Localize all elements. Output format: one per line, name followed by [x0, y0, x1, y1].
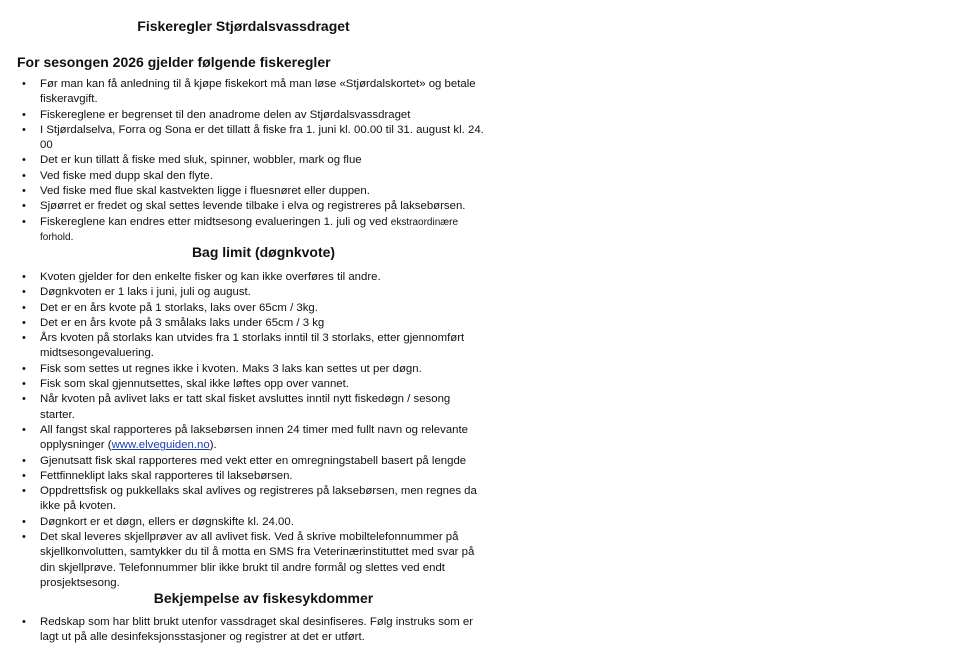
- bullet-icon: •: [22, 108, 26, 121]
- rule-text: Det er en års kvote på 1 storlaks, laks over 65cm / 3kg.: [40, 301, 318, 314]
- list-item: [0, 301, 487, 316]
- bullet-icon: •: [22, 169, 26, 182]
- rule-text: Døgnkvoten er 1 laks i juni, juli og august.: [40, 286, 251, 299]
- rule-text: Oppdrettsfisk og pukkellaks skal avlives og registreres på laksebørsen, men regnes da ikke på kvoten.: [40, 485, 477, 513]
- bullet-icon: •: [22, 362, 26, 375]
- bullet-icon: •: [22, 316, 26, 329]
- rule-text: Det er kun tillatt å fiske med sluk, spinner, wobbler, mark og flue: [40, 154, 362, 167]
- rule-text: Det er en års kvote på 3 smålaks laks under 65cm / 3 kg: [40, 316, 325, 329]
- rule-text: Fisk som settes ut regnes ikke i kvoten. Maks 3 laks kan settes ut per døgn.: [40, 362, 422, 375]
- bullet-icon: •: [22, 123, 26, 136]
- bullet-icon: •: [22, 616, 26, 628]
- disease-heading: Bekjempelse av fiskesykdommer: [153, 590, 374, 606]
- bullet-icon: •: [22, 200, 26, 213]
- rule-text: Ved fiske med dupp skal den flyte.: [40, 169, 213, 182]
- bullet-icon: •: [22, 423, 26, 436]
- list-item: [0, 515, 487, 530]
- rule-text: ).: [209, 439, 217, 452]
- rule-text: Ved fiske med flue skal kastvekten ligge i fluesnøret eller duppen.: [40, 185, 370, 198]
- bullet-icon: •: [22, 78, 26, 90]
- rule-text: I Stjørdalselva, Forra og Sona er det tillatt å fiske fra 1. juni kl. 00.00 til 31. august kl. 24. 00: [40, 123, 484, 152]
- elveguiden-link[interactable]: www.elveguiden.no: [111, 439, 210, 452]
- rule-text-small: ekstraordinære forhold.: [40, 216, 459, 243]
- list-item: [0, 454, 487, 469]
- list-item: [0, 285, 487, 300]
- list-item: [0, 184, 487, 199]
- list-item: [0, 530, 487, 591]
- list-item: [0, 615, 487, 646]
- bullet-icon: •: [22, 185, 26, 198]
- list-item: [0, 199, 487, 214]
- bullet-icon: •: [22, 393, 26, 406]
- rule-text: Når kvoten på avlivet laks er tatt skal fisket avsluttes inntil nytt fiskedøgn / sesong starter.: [40, 393, 451, 421]
- list-item: [0, 215, 487, 246]
- list-item: [0, 316, 487, 331]
- list-item: [0, 153, 487, 168]
- bullet-icon: •: [22, 215, 26, 228]
- list-item: [0, 270, 487, 285]
- general-rules-list: [0, 77, 487, 245]
- bullet-icon: •: [22, 469, 26, 482]
- disease-list: [0, 615, 487, 646]
- rule-text: All fangst skal rapporteres på laksebørsen innen 24 timer med fullt navn og relevante opplysninger (: [40, 423, 469, 452]
- rule-text: Fisk som skal gjennutsettes, skal ikke løftes opp over vannet.: [40, 378, 349, 391]
- rule-text: Før man kan få anledning til å kjøpe fiskekort må man løse «Stjørdalskortet» og betale fiskeravgift.: [40, 78, 476, 106]
- bullet-icon: •: [22, 485, 26, 498]
- rule-text: Det skal leveres skjellprøver av all avlivet fisk. Ved å skrive mobiltelefonnummer på skjellkonvolutten, samtykker du til å motta en SMS fra Veterinærinstituttet med svar på din skjellprøve. Telefonnummer blir ikke brukt til andre formål og slettes ved endt prosjektsesong.: [40, 531, 475, 589]
- bullet-icon: •: [22, 332, 26, 345]
- rule-text: Gjenutsatt fisk skal rapporteres med vekt etter en omregningstabell basert på lengde: [40, 454, 467, 467]
- list-item: [0, 377, 487, 392]
- bullet-icon: •: [22, 454, 26, 467]
- list-item: [0, 77, 487, 108]
- document-title: Fiskeregler Stjørdalsvassdraget: [137, 18, 350, 34]
- list-item: [0, 469, 487, 484]
- rule-text: Sjøørret er fredet og skal settes levende tilbake i elva og registreres på laksebørsen.: [40, 200, 466, 213]
- bag-limit-heading: Bag limit (døgnkvote): [191, 244, 336, 260]
- rule-text: Fiskereglene er begrenset til den anadrome delen av Stjørdalsvassdraget: [40, 108, 411, 121]
- season-heading: For sesongen 2026 gjelder følgende fiskeregler: [17, 54, 331, 70]
- rule-text: Døgnkort er et døgn, ellers er døgnskifte kl. 24.00.: [40, 515, 294, 528]
- list-item: [0, 362, 487, 377]
- list-item: [0, 484, 487, 515]
- bullet-icon: •: [22, 378, 26, 391]
- list-item: [0, 108, 487, 123]
- rule-text: Kvoten gjelder for den enkelte fisker og kan ikke overføres til andre.: [40, 271, 381, 283]
- rule-text: Fettfinneklipt laks skal rapporteres til laksebørsen.: [40, 469, 293, 482]
- list-item: [0, 123, 487, 154]
- rule-text: Redskap som har blitt brukt utenfor vassdraget skal desinfiseres. Følg instruks som er lagt ut på alle desinfeksjonsstasjoner og registrer at det er utført.: [40, 616, 474, 644]
- rule-text: Års kvoten på storlaks kan utvides fra 1 storlaks inntil til 3 storlaks, etter gjennomført midtsesongevaluering.: [40, 332, 465, 360]
- bullet-icon: •: [22, 286, 26, 299]
- bullet-icon: •: [22, 515, 26, 528]
- rule-text: Fiskereglene kan endres etter midtsesong evalueringen 1. juli og ved: [40, 215, 388, 228]
- bullet-icon: •: [22, 271, 26, 283]
- bullet-icon: •: [22, 531, 26, 544]
- list-item: [0, 331, 487, 362]
- list-item: [0, 169, 487, 184]
- bullet-icon: •: [22, 301, 26, 314]
- bag-limit-list: [0, 270, 487, 591]
- list-item: [0, 423, 487, 454]
- bullet-icon: •: [22, 154, 26, 167]
- list-item: [0, 392, 487, 423]
